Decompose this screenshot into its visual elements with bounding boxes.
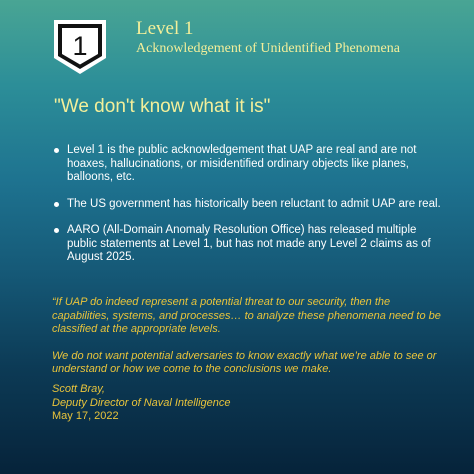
attribution-name: Scott Bray, <box>52 383 105 395</box>
bullet-dot-icon <box>54 202 59 207</box>
bullet-item <box>52 144 442 185</box>
attribution <box>52 383 231 424</box>
bullet-text: Level 1 is the public acknowledgement that UAP are real and are not hoaxes, hallucinations, or misidentified ordinary objects like planes, balloons, etc. <box>67 144 417 183</box>
badge-number: 1 <box>72 31 88 61</box>
quote-paragraph: “If UAP do indeed represent a potential threat to our security, then the capabilities, systems, and processes… to analyze these phenomena need to be classified at the appropriate levels. <box>52 296 441 335</box>
attribution-role: Deputy Director of Naval Intelligence <box>52 396 231 409</box>
attribution-date: May 17, 2022 <box>52 410 119 422</box>
headline-quote: "We don't know what it is" <box>54 96 271 117</box>
bullet-item <box>52 198 442 212</box>
bullet-text: AARO (All-Domain Anomaly Resolution Office) has released multiple public statements at Level 1, but has not made any Level 2 claims as of August 2025. <box>67 224 431 263</box>
bullet-dot-icon <box>54 148 59 153</box>
bullet-list <box>52 144 442 278</box>
quote-paragraph: We do not want potential adversaries to know exactly what we’re able to see or understand or how we come to the conclusions we make. <box>52 349 437 375</box>
bullet-text: The US government has historically been reluctant to admit UAP are real. <box>67 197 441 210</box>
level-title: Level 1 <box>136 18 194 39</box>
bullet-item <box>52 224 442 265</box>
level-subtitle: Acknowledgement of Unidentified Phenomena <box>136 41 400 56</box>
shield-icon <box>52 18 108 76</box>
quote-block <box>52 296 444 390</box>
bullet-dot-icon <box>54 228 59 233</box>
level-badge <box>52 18 108 76</box>
